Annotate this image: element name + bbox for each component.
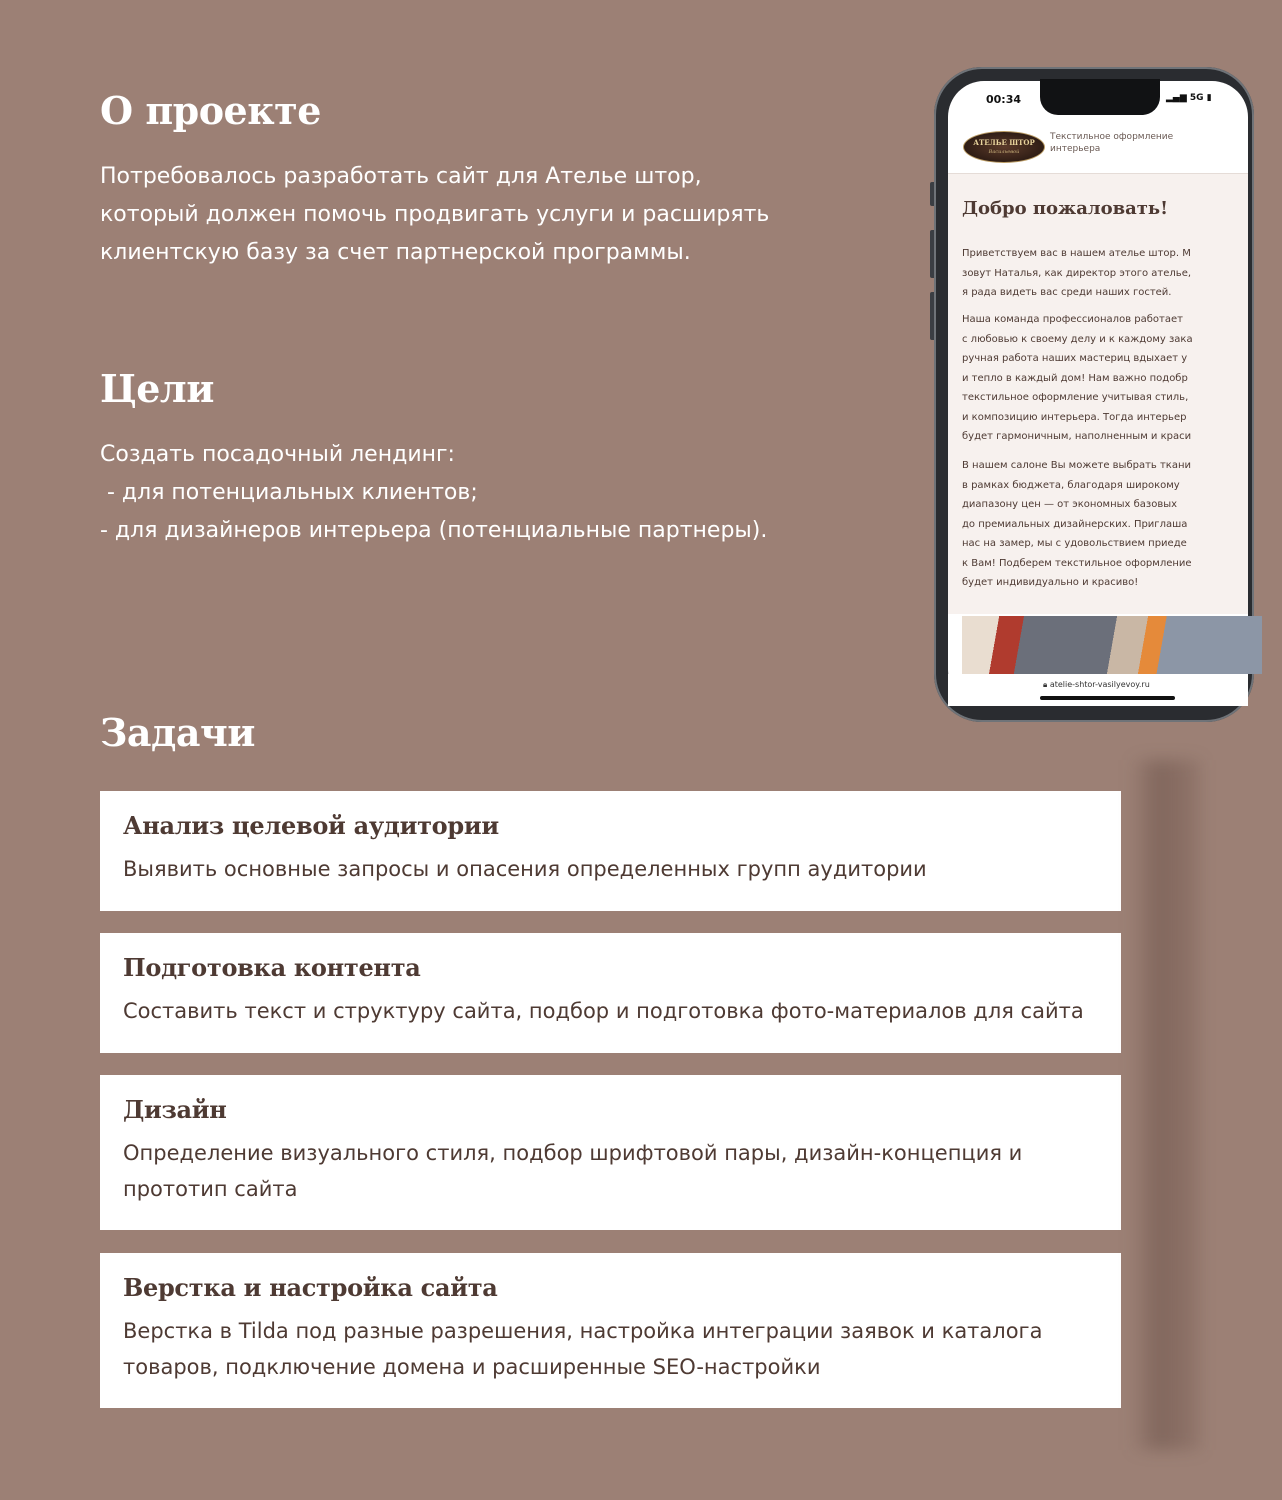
logo-text: АТЕЛЬЕ ШТОР	[973, 138, 1035, 147]
paragraph-line: в рамках бюджета, благодаря широкому	[962, 479, 1180, 491]
paragraph-line: и тепло в каждый дом! Нам важно подобр	[962, 372, 1188, 384]
phone-screen	[948, 81, 1248, 706]
task-text: Выявить основные запросы и опасения определенных групп аудитории	[123, 857, 927, 881]
site-photo	[962, 616, 1262, 674]
site-header	[948, 121, 1248, 174]
task-title: Дизайн	[123, 1095, 227, 1124]
phone-mockup	[934, 67, 1254, 722]
task-card	[100, 791, 1121, 911]
paragraph-line: текстильное оформление учитывая стиль,	[962, 392, 1189, 403]
site-tagline: Текстильное оформление интерьера	[1050, 132, 1174, 154]
lock-icon: 🔒︎	[1043, 680, 1048, 689]
task-card	[100, 933, 1121, 1053]
goals-title: Цели	[100, 366, 214, 411]
site-body	[948, 174, 1248, 614]
paragraph-line: диапазону цен — от экономных базовых	[962, 499, 1178, 510]
url-text	[1043, 680, 1150, 690]
salon-paragraph	[962, 456, 1282, 593]
task-card	[100, 1253, 1121, 1408]
welcome-paragraph	[962, 244, 1282, 303]
signal-label: 5G	[1189, 93, 1204, 103]
url-label: atelie-shtor-vasilyevoy.ru	[1049, 680, 1150, 689]
status-signal: ▂▄▆ 5G ▮	[1166, 93, 1212, 103]
phone-shadow	[1130, 760, 1200, 1450]
paragraph-line: зовут Наталья, как директор этого ателье,	[962, 267, 1192, 279]
task-text: Верстка в Tilda под разные разрешения, настройка интеграции заявок и каталога товаров, подключение домена и расширенные SEO-настройки	[123, 1319, 1043, 1379]
paragraph-line: будет индивидуально и красиво!	[962, 577, 1139, 588]
team-paragraph	[962, 310, 1282, 447]
site-logo[interactable]	[963, 131, 1045, 163]
about-text	[100, 158, 769, 272]
about-line: который должен помочь продвигать услуги и расширять	[100, 202, 770, 227]
about-title: О проекте	[100, 88, 321, 133]
task-title: Верстка и настройка сайта	[123, 1273, 498, 1302]
paragraph-line: с любовью к своему делу и к каждому зака	[962, 333, 1193, 345]
goals-line: - для дизайнеров интерьера (потенциальные партнеры).	[100, 518, 768, 543]
goals-text	[100, 436, 767, 550]
paragraph-line: Наша команда профессионалов работает	[962, 314, 1183, 325]
paragraph-line: Приветствуем вас в нашем ателье штор. М	[962, 248, 1191, 259]
tasks-title: Задачи	[100, 710, 255, 755]
paragraph-line: до премиальных дизайнерских. Приглаша	[962, 518, 1188, 530]
paragraph-line: нас на замер, мы с удовольствием приеде	[962, 538, 1187, 549]
task-title: Подготовка контента	[123, 953, 421, 982]
about-line: клиентскую базу за счет партнерской программы.	[100, 240, 691, 265]
home-indicator[interactable]	[1040, 696, 1175, 700]
logo-subtext: Васильевой	[988, 149, 1020, 155]
phone-notch	[1040, 79, 1160, 115]
paragraph-line: к Вам! Подберем текстильное оформление	[962, 557, 1192, 569]
task-card	[100, 1075, 1121, 1230]
task-title: Анализ целевой аудитории	[123, 811, 499, 840]
paragraph-line: В нашем салоне Вы можете выбрать ткани	[962, 460, 1192, 471]
browser-url-bar[interactable]	[948, 674, 1248, 706]
status-time: 00:34	[986, 93, 1022, 106]
goals-line: - для потенциальных клиентов;	[100, 480, 478, 505]
about-line: Потребовалось разработать сайт для Ателье штор,	[100, 164, 702, 189]
goals-line: Создать посадочный лендинг:	[100, 442, 455, 467]
welcome-title: Добро пожаловать!	[962, 198, 1169, 219]
task-text: Составить текст и структуру сайта, подбор и подготовка фото-материалов для сайта	[123, 999, 1084, 1023]
paragraph-line: и композицию интерьера. Тогда интерьер	[962, 411, 1187, 423]
paragraph-line: будет гармоничным, наполненным и краси	[962, 431, 1192, 442]
paragraph-line: ручная работа наших мастериц вдыхает у	[962, 353, 1188, 364]
task-text: Определение визуального стиля, подбор шрифтовой пары, дизайн-концепция и прототип сайта	[123, 1141, 1023, 1201]
paragraph-line: я рада видеть вас среди наших гостей.	[962, 287, 1172, 298]
